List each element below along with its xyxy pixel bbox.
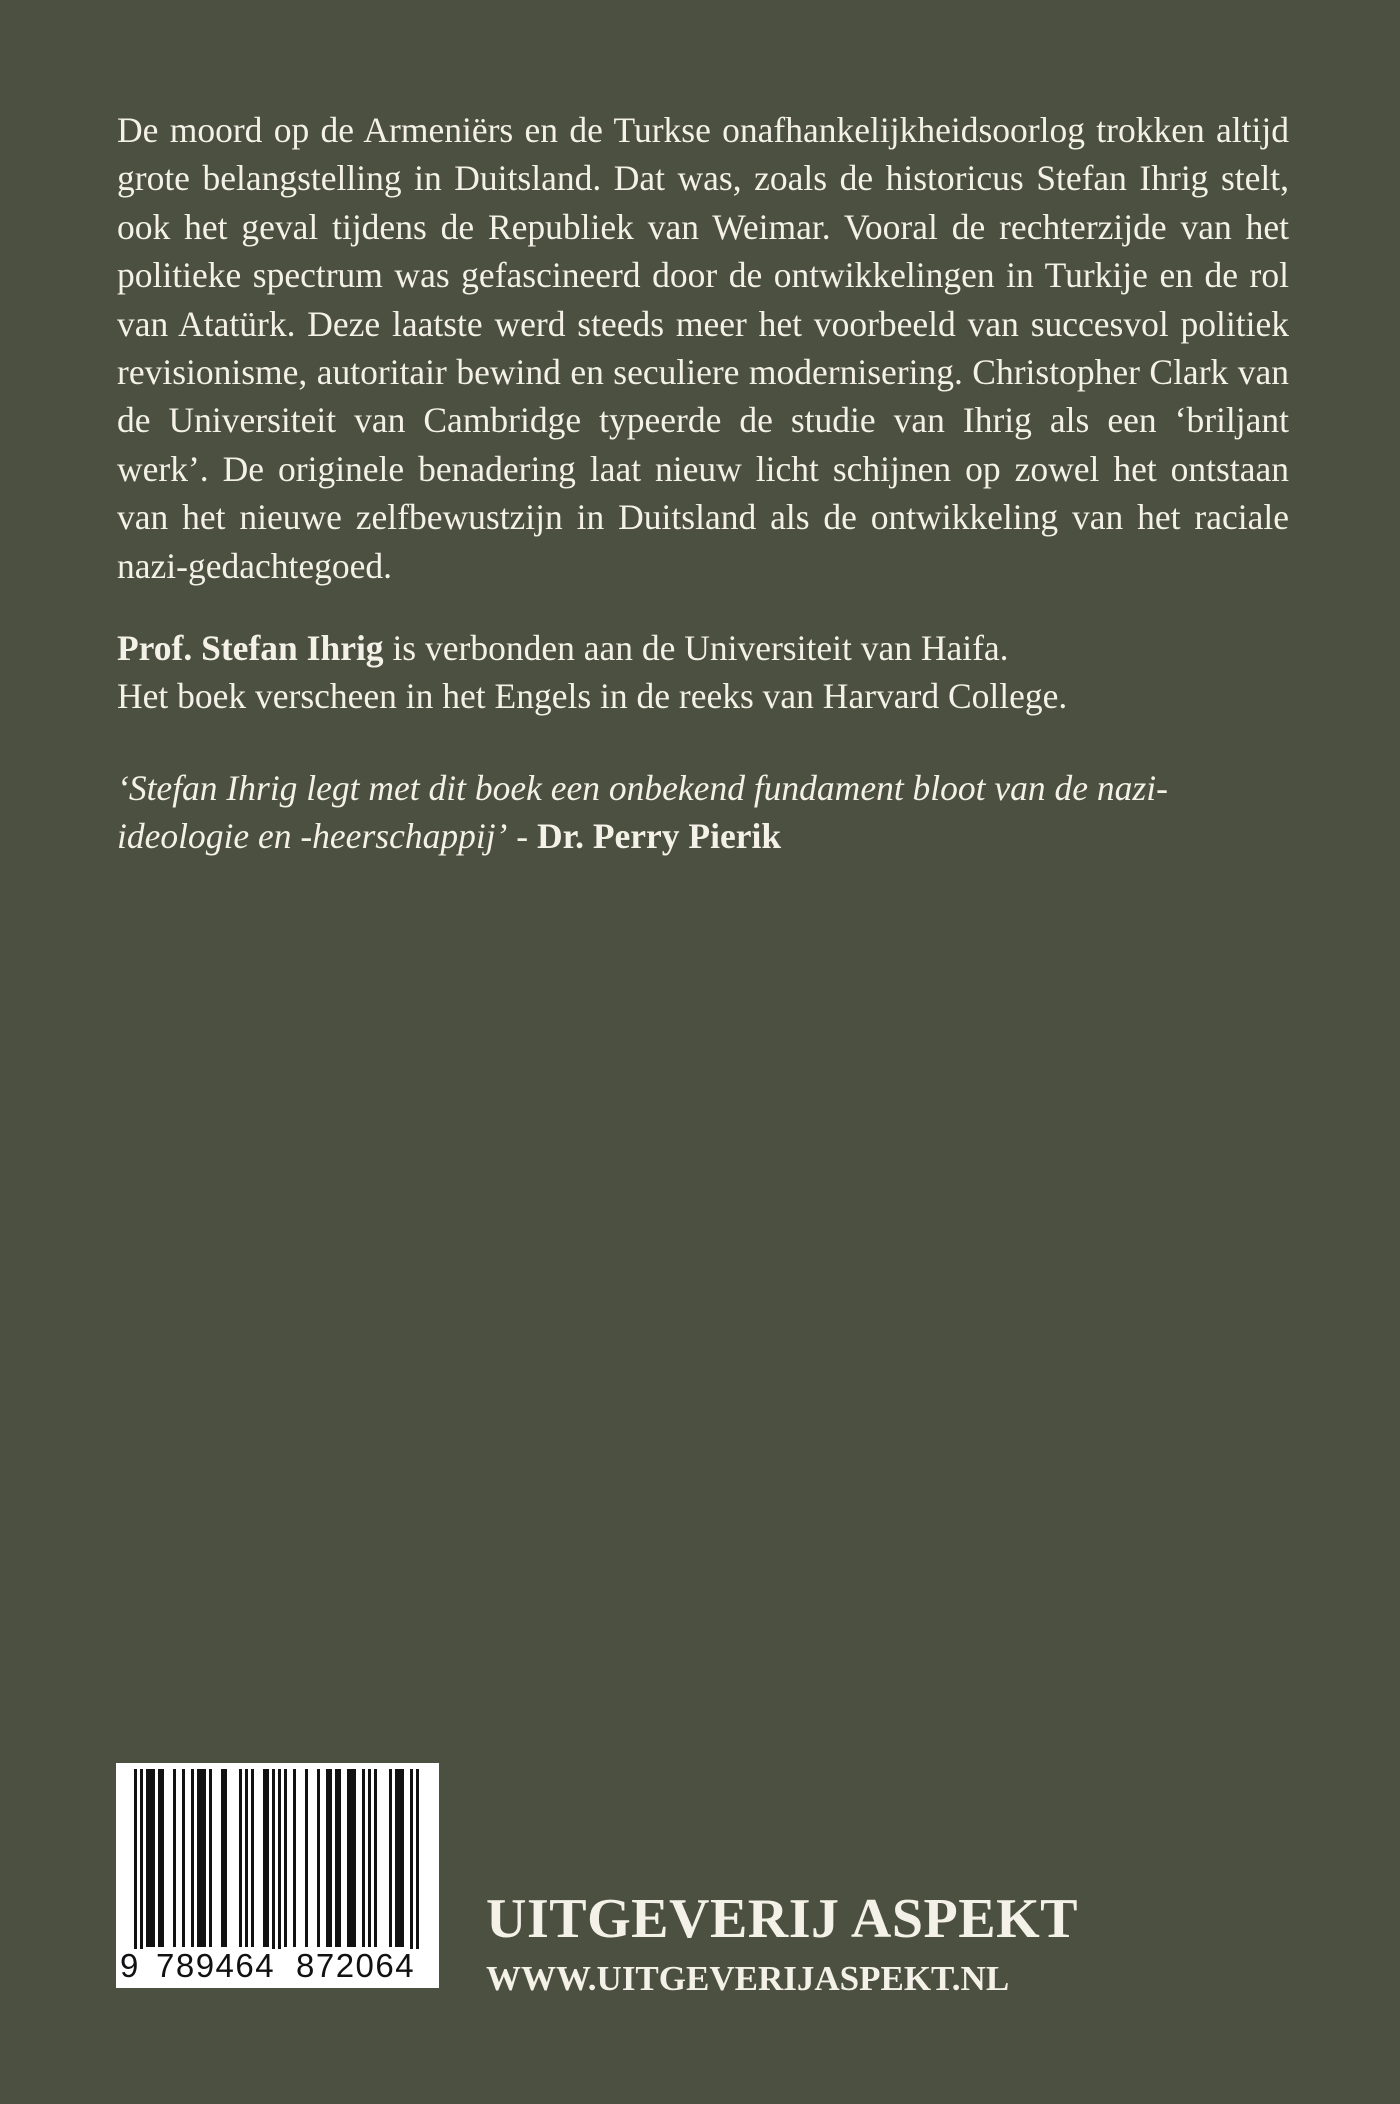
barcode-bar bbox=[161, 1769, 164, 1947]
barcode-bar bbox=[203, 1769, 206, 1947]
barcode-bar bbox=[329, 1769, 332, 1947]
barcode-bar bbox=[182, 1769, 185, 1947]
barcode-bar bbox=[134, 1769, 137, 1949]
barcode-bar bbox=[398, 1769, 401, 1947]
barcode-bar bbox=[353, 1769, 356, 1947]
barcode-bar bbox=[368, 1769, 371, 1947]
barcode-lead-digit: 9 bbox=[120, 1947, 140, 1984]
barcode-bar bbox=[293, 1769, 296, 1947]
publisher-name: UITGEVERIJ ASPEKT bbox=[486, 1888, 1078, 1950]
barcode-bar bbox=[401, 1769, 404, 1947]
barcode-bar bbox=[173, 1769, 176, 1947]
barcode-bar bbox=[221, 1769, 224, 1947]
barcode-bar bbox=[200, 1769, 203, 1947]
barcode-bars bbox=[116, 1763, 439, 1949]
barcode-bar bbox=[239, 1769, 242, 1947]
barcode-bar bbox=[395, 1769, 398, 1947]
barcode-bar bbox=[266, 1769, 269, 1947]
barcode-bar bbox=[245, 1769, 248, 1947]
barcode-bar bbox=[317, 1769, 320, 1947]
barcode-bar bbox=[347, 1769, 350, 1947]
barcode-bar bbox=[362, 1769, 365, 1947]
barcode-bar bbox=[305, 1769, 308, 1947]
publisher-url[interactable]: WWW.UITGEVERIJASPEKT.NL bbox=[486, 1959, 1010, 1998]
quote-text: ‘Stefan Ihrig legt met dit boek een onbekend fundament bloot van de nazi-ideologie en -heerschappij’ bbox=[117, 768, 1168, 857]
barcode-bar bbox=[140, 1769, 143, 1949]
barcode-bar bbox=[152, 1769, 155, 1947]
edition-note: Het boek verscheen in het Engels in de reeks van Harvard College. bbox=[117, 676, 1068, 717]
author-name: Prof. Stefan Ihrig bbox=[117, 628, 384, 668]
barcode-bar bbox=[350, 1769, 353, 1947]
barcode-bar bbox=[389, 1769, 392, 1947]
barcode-bar bbox=[374, 1769, 377, 1947]
endorsement-quote bbox=[117, 764, 1297, 861]
barcode-bar bbox=[224, 1769, 227, 1947]
barcode-bar bbox=[338, 1769, 341, 1947]
author-info bbox=[117, 624, 1289, 721]
barcode-bar bbox=[263, 1769, 266, 1947]
barcode-bar bbox=[191, 1769, 194, 1947]
barcode-bar bbox=[209, 1769, 212, 1947]
barcode-bar bbox=[272, 1769, 275, 1949]
quote-separator: - bbox=[507, 816, 537, 857]
barcode-bar bbox=[284, 1769, 287, 1947]
isbn-barcode bbox=[116, 1763, 439, 1988]
quote-attribution: Dr. Perry Pierik bbox=[536, 816, 782, 857]
barcode-bar bbox=[149, 1769, 152, 1947]
barcode-bar bbox=[251, 1769, 254, 1947]
barcode-bar bbox=[158, 1769, 161, 1947]
barcode-bar bbox=[197, 1769, 200, 1947]
author-affiliation: is verbonden aan de Universiteit van Haifa. bbox=[383, 628, 1009, 668]
barcode-bar bbox=[416, 1769, 419, 1949]
barcode-bar bbox=[326, 1769, 329, 1947]
barcode-bar bbox=[278, 1769, 281, 1949]
barcode-bar bbox=[410, 1769, 413, 1949]
book-blurb: De moord op de Armeniërs en de Turkse onafhankelijkheidsoorlog trokken altijd grote belangstelling in Duitsland. Dat was, zoals de historicus Stefan Ihrig stelt, ook het geval tijdens de Republiek van Weimar. Vooral de rechterzijde van het politieke spectrum was gefascineerd door de ontwikkelingen in Turkije en de rol van Atatürk. Deze laatste werd steeds meer het voorbeeld van succesvol politiek revisionisme, autoritair bewind en seculiere modernisering. Christopher Clark van de Universiteit van Cambridge typeerde de studie van Ihrig als een ‘briljant werk’. De originele benadering laat nieuw licht schijnen op zowel het ontstaan van het nieuwe zelfbewustzijn in Duitsland als de ontwikkeling van het raciale nazi-gedachtegoed. bbox=[117, 110, 1289, 586]
barcode-number bbox=[116, 1946, 439, 1986]
barcode-bar bbox=[335, 1769, 338, 1947]
barcode-group-1: 789464 bbox=[156, 1947, 276, 1984]
barcode-bar bbox=[146, 1769, 149, 1947]
barcode-group-2: 872064 bbox=[296, 1947, 416, 1984]
